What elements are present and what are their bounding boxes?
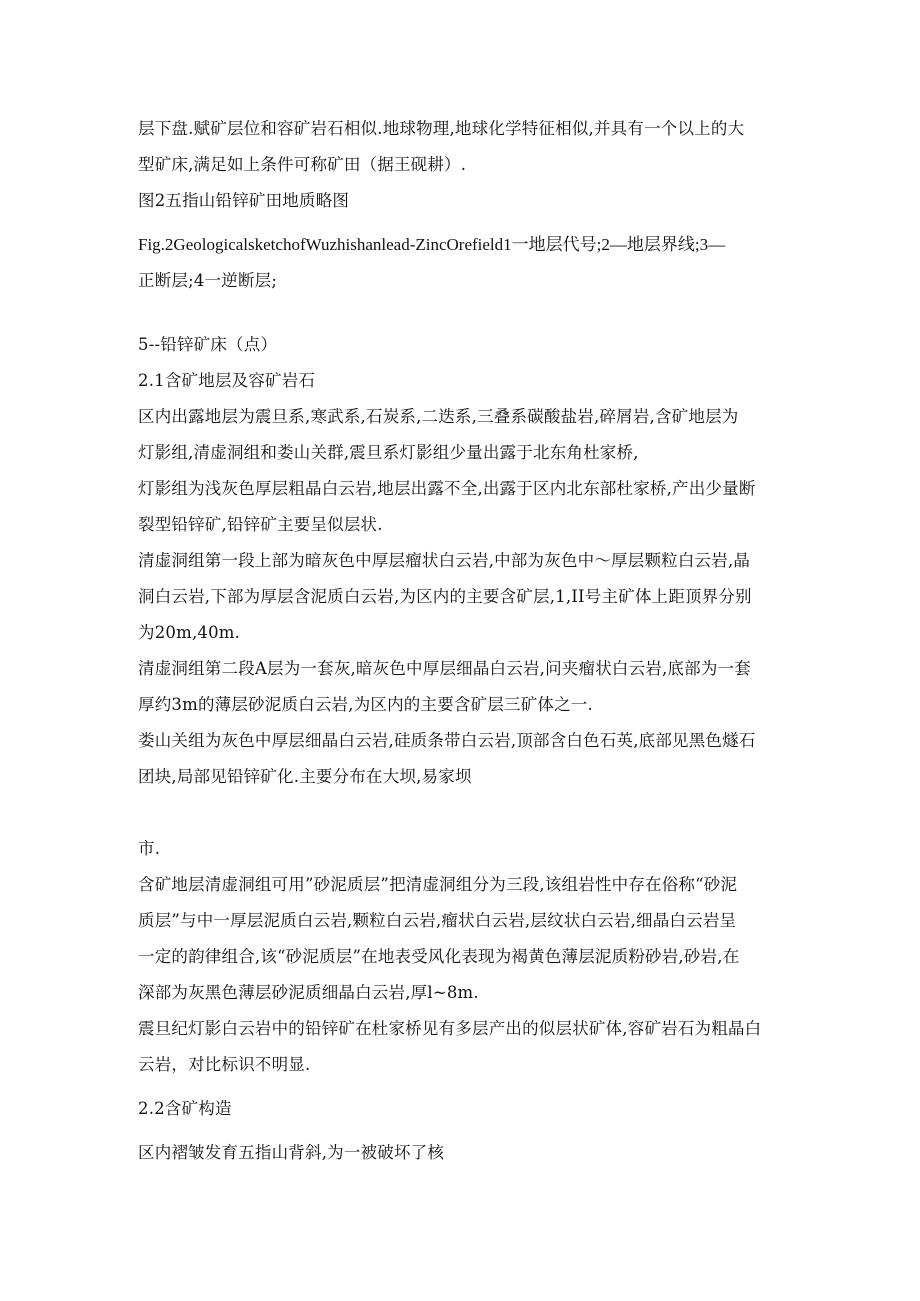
text-line: 娄山关组为灰色中厚层细晶白云岩,硅质条带白云岩,顶部含白色石英,底部见黑色燧石: [138, 731, 756, 750]
text-line: 含矿地层清虚洞组可用”砂泥质层”把清虚洞组分为三段,该组岩性中存在俗称“砂泥: [138, 875, 738, 894]
figure-legend: 正断层;4一逆断层;: [138, 271, 278, 290]
text-line: 区内出露地层为震旦系,寒武系,石炭系,二迭系,三叠系碳酸盐岩,碎屑岩,含矿地层为: [138, 407, 739, 426]
text-line: 洞白云岩,下部为厚层含泥质白云岩,为区内的主要含矿层,1,II号主矿体上距顶界分别: [138, 587, 752, 606]
text-line: 裂型铅锌矿,铅锌矿主要呈似层状.: [138, 515, 383, 534]
text-line: 震旦纪灯影白云岩中的铅锌矿在杜家桥见有多层产出的似层状矿体,容矿岩石为粗晶白: [138, 1019, 762, 1038]
text-line: 清虚洞组第二段A层为一套灰,暗灰色中厚层细晶白云岩,问夹瘤状白云岩,底部为一套: [138, 659, 751, 678]
text-line: 质层”与中一厚层泥质白云岩,颗粒白云岩,瘤状白云岩,层纹状白云岩,细晶白云岩呈: [138, 911, 737, 930]
text-line: 层下盘.赋矿层位和容矿岩石相似.地球物理,地球化学特征相似,并具有一个以上的大: [138, 119, 745, 138]
text-line: 清虚洞组第一段上部为暗灰色中厚层瘤状白云岩,中部为灰色中～厚层颗粒白云岩,晶: [138, 551, 751, 570]
text-line: 深部为灰黑色薄层砂泥质细晶白云岩,厚l~8m.: [138, 983, 479, 1002]
text-line: 灯影组,清虚洞组和娄山关群,震旦系灯影组少量出露于北东角杜家桥,: [138, 443, 639, 462]
figure-legend: 5--铅锌矿床（点）: [138, 335, 278, 354]
figure-caption-english: Fig.2GeologicalsketchofWuzhishanlead-ZincOrefield1一地层代号;2—地层界线;3—: [138, 235, 726, 254]
text-line: 市.: [138, 839, 161, 858]
text-line: 灯影组为浅灰色厚层粗晶白云岩,地层出露不全,出露于区内北东部杜家桥,产出少量断: [138, 479, 756, 498]
text-line: 云岩，对比标识不明显.: [138, 1055, 311, 1074]
text-line: 团块,局部见铅锌矿化.主要分布在大坝,易家坝: [138, 767, 472, 786]
text-line: 一定的韵律组合,该“砂泥质层”在地表受风化表现为褐黄色薄层泥质粉砂岩,砂岩,在: [138, 947, 740, 966]
text-line: 厚约3m的薄层砂泥质白云岩,为区内的主要含矿层三矿体之一.: [138, 695, 593, 714]
section-heading: 2.2含矿构造: [138, 1099, 232, 1118]
text-line: 型矿床,满足如上条件可称矿田（据王砚耕）.: [138, 155, 467, 174]
section-heading: 2.1含矿地层及容矿岩石: [138, 371, 316, 390]
figure-caption: 图2五指山铅锌矿田地质略图: [138, 191, 350, 210]
text-line: 区内褶皱发育五指山背斜,为一被破坏了核: [138, 1143, 445, 1162]
text-line: 为20m,40m.: [138, 623, 241, 642]
